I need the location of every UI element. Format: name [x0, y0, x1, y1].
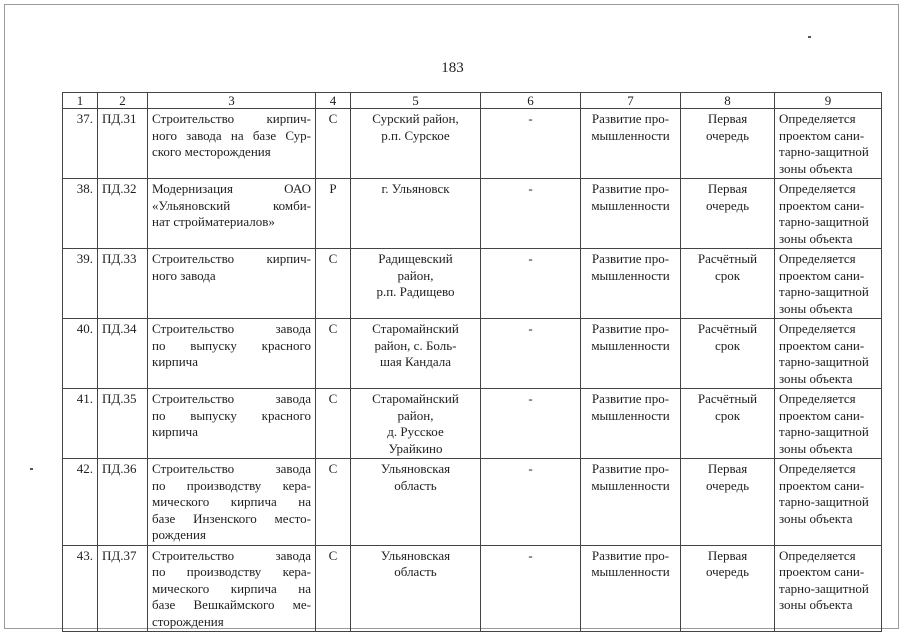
cell-location-line: Старомайнский [372, 391, 459, 406]
cell-col6: - [481, 179, 581, 249]
cell-note-line: Определяется [779, 391, 856, 406]
cell-stage-line: очередь [705, 477, 750, 493]
scan-speck [30, 468, 33, 470]
scan-speck [808, 36, 811, 38]
cell-location [351, 179, 481, 249]
column-header: 7 [581, 93, 681, 109]
cell-location-line: район, [397, 267, 434, 283]
table-row [63, 249, 882, 319]
cell-stage-line: Первая [707, 111, 748, 126]
cell-location-line: район, [397, 407, 434, 423]
cell-note-line: проектом сани- [779, 197, 865, 213]
cell-object-name-line: по производству кера- [152, 564, 311, 579]
cell-note [775, 459, 882, 546]
cell-goal-line: Развитие про- [591, 111, 670, 126]
cell-object-name-line: базе Вешкаймского ме- [152, 597, 311, 612]
cell-location-line: Радищевский [378, 251, 453, 266]
cell-object-name-line: кирпича [152, 424, 198, 439]
cell-note-line: Определяется [779, 321, 856, 336]
cell-location-line: г. Ульяновск [381, 181, 450, 196]
cell-type: С [316, 319, 351, 389]
cell-note-line: Определяется [779, 251, 856, 266]
cell-note-line: тарно-защитной [779, 424, 869, 439]
cell-object-name [148, 179, 316, 249]
cell-note-line: тарно-защитной [779, 214, 869, 229]
cell-location [351, 109, 481, 179]
cell-object-name-line: Модернизация ОАО [152, 181, 311, 196]
cell-stage-line: Первая [707, 181, 748, 196]
cell-object-name-line: Строительство кирпич- [152, 111, 311, 126]
column-header: 4 [316, 93, 351, 109]
cell-note-line: проектом сани- [779, 564, 865, 579]
cell-object-name-line: Строительство завода [152, 321, 311, 336]
cell-number: 42. [63, 459, 98, 546]
cell-stage-line: Расчётный [697, 251, 758, 266]
cell-goal [581, 109, 681, 179]
cell-location-line: шая Кандала [380, 354, 451, 369]
cell-stage-line: Первая [707, 461, 748, 476]
cell-note-line: зоны объекта [779, 370, 853, 386]
cell-goal-line: Развитие про- [591, 547, 670, 563]
cell-note-line: Определяется [779, 461, 856, 476]
cell-location-line: д. Русское [387, 424, 444, 439]
cell-note-line: зоны объекта [779, 300, 853, 316]
cell-object-name-line: ного завода на базе Сур- [152, 127, 311, 143]
cell-col6: - [481, 319, 581, 389]
cell-object-name [148, 319, 316, 389]
cell-goal-line: Развитие про- [591, 251, 670, 266]
cell-stage-line: очередь [705, 564, 750, 579]
cell-object-name-line: Строительство завода [152, 547, 311, 563]
cell-note [775, 249, 882, 319]
cell-object-name [148, 545, 316, 632]
cell-location [351, 545, 481, 632]
cell-code: ПД.35 [98, 389, 148, 459]
cell-goal-line: мышленности [591, 197, 670, 213]
table-row [63, 109, 882, 179]
column-header: 1 [63, 93, 98, 109]
cell-type: С [316, 545, 351, 632]
cell-note-line: зоны объекта [779, 597, 853, 612]
cell-goal-line: мышленности [591, 127, 670, 143]
cell-goal-line: Развитие про- [591, 181, 670, 196]
table-row [63, 179, 882, 249]
cell-number: 41. [63, 389, 98, 459]
cell-stage-line: Первая [707, 547, 748, 563]
cell-note-line: тарно-защитной [779, 354, 869, 369]
cell-stage-line: очередь [705, 197, 750, 213]
cell-location-line: р.п. Сурское [381, 127, 450, 143]
cell-location [351, 459, 481, 546]
column-header: 6 [481, 93, 581, 109]
cell-stage [681, 249, 775, 319]
table-row [63, 459, 882, 546]
cell-col6: - [481, 459, 581, 546]
table-header-row [63, 93, 882, 109]
cell-stage-line: срок [714, 407, 741, 423]
cell-note-line: Определяется [779, 547, 856, 563]
cell-col6: - [481, 389, 581, 459]
cell-goal-line: мышленности [591, 564, 670, 579]
cell-goal [581, 249, 681, 319]
column-header: 3 [148, 93, 316, 109]
cell-object-name-line: «Ульяновский комби- [152, 197, 311, 213]
cell-goal [581, 389, 681, 459]
cell-object-name-line: рождения [152, 527, 206, 542]
table-row [63, 389, 882, 459]
cell-goal [581, 319, 681, 389]
cell-object-name-line: Строительство кирпич- [152, 251, 311, 266]
cell-code: ПД.31 [98, 109, 148, 179]
cell-stage [681, 545, 775, 632]
column-header: 5 [351, 93, 481, 109]
cell-location-line: Ульяновская [380, 461, 451, 476]
cell-note-line: зоны объекта [779, 510, 853, 526]
cell-object-name-line: по выпуску красного [152, 337, 311, 353]
cell-stage-line: срок [714, 267, 741, 283]
cell-note [775, 109, 882, 179]
cell-location [351, 389, 481, 459]
cell-object-name [148, 389, 316, 459]
cell-goal-line: мышленности [591, 337, 670, 353]
cell-stage-line: Расчётный [697, 321, 758, 336]
cell-type: С [316, 249, 351, 319]
cell-location-line: Старомайнский [372, 321, 459, 336]
cell-number: 39. [63, 249, 98, 319]
page-number: 183 [441, 60, 464, 76]
cell-location-line: район, с. Боль- [374, 337, 457, 353]
cell-goal-line: мышленности [591, 407, 670, 423]
cell-note-line: проектом сани- [779, 337, 865, 353]
cell-note-line: проектом сани- [779, 267, 865, 283]
cell-type: Р [316, 179, 351, 249]
cell-note-line: тарно-защитной [779, 580, 869, 596]
cell-location [351, 319, 481, 389]
cell-code: ПД.32 [98, 179, 148, 249]
cell-note-line: проектом сани- [779, 477, 865, 493]
cell-object-name [148, 249, 316, 319]
cell-type: С [316, 459, 351, 546]
cell-location-line: р.п. Радищево [376, 284, 455, 299]
cell-goal-line: мышленности [591, 477, 670, 493]
cell-location-line: область [394, 564, 437, 579]
cell-note-line: тарно-защитной [779, 494, 869, 509]
cell-note-line: проектом сани- [779, 407, 865, 423]
table-row [63, 545, 882, 632]
cell-object-name-line: мического кирпича на [152, 494, 311, 509]
projects-table [62, 92, 882, 632]
cell-goal [581, 179, 681, 249]
cell-stage-line: Расчётный [697, 391, 758, 406]
cell-note-line: Определяется [779, 181, 856, 196]
cell-object-name-line: ного завода [152, 267, 216, 283]
cell-stage-line: очередь [705, 127, 750, 143]
cell-note-line: зоны объекта [779, 440, 853, 456]
cell-code: ПД.33 [98, 249, 148, 319]
cell-goal-line: Развитие про- [591, 321, 670, 336]
cell-note-line: тарно-защитной [779, 144, 869, 159]
cell-object-name-line: мического кирпича на [152, 580, 311, 596]
cell-col6: - [481, 109, 581, 179]
cell-type: С [316, 109, 351, 179]
cell-object-name-line: базе Инзенского место- [152, 510, 311, 526]
cell-object-name-line: Строительство завода [152, 391, 311, 406]
cell-object-name-line: сторождения [152, 613, 224, 629]
cell-number: 40. [63, 319, 98, 389]
cell-location-line: Сурский район, [372, 111, 459, 126]
cell-number: 37. [63, 109, 98, 179]
cell-note-line: проектом сани- [779, 127, 865, 143]
cell-note [775, 179, 882, 249]
column-header: 2 [98, 93, 148, 109]
cell-note-line: тарно-защитной [779, 284, 869, 299]
column-header: 8 [681, 93, 775, 109]
cell-code: ПД.36 [98, 459, 148, 546]
cell-note-line: зоны объекта [779, 160, 853, 176]
cell-stage [681, 389, 775, 459]
column-header: 9 [775, 93, 882, 109]
cell-goal-line: Развитие про- [591, 461, 670, 476]
cell-number: 43. [63, 545, 98, 632]
cell-note-line: зоны объекта [779, 230, 853, 246]
cell-location-line: Урайкино [388, 440, 443, 456]
cell-note [775, 389, 882, 459]
cell-goal [581, 459, 681, 546]
cell-number: 38. [63, 179, 98, 249]
cell-object-name-line: по производству кера- [152, 477, 311, 493]
cell-location [351, 249, 481, 319]
cell-note-line: Определяется [779, 111, 856, 126]
cell-goal [581, 545, 681, 632]
cell-code: ПД.34 [98, 319, 148, 389]
cell-stage [681, 179, 775, 249]
cell-object-name-line: кирпича [152, 354, 198, 369]
cell-object-name-line: Строительство завода [152, 461, 311, 476]
cell-object-name [148, 459, 316, 546]
cell-goal-line: Развитие про- [591, 391, 670, 406]
cell-location-line: область [394, 477, 437, 493]
cell-stage [681, 459, 775, 546]
cell-object-name-line: ского месторождения [152, 144, 271, 159]
cell-object-name-line: нат стройматериалов» [152, 214, 275, 229]
cell-stage [681, 109, 775, 179]
cell-col6: - [481, 545, 581, 632]
table-row [63, 319, 882, 389]
cell-location-line: Ульяновская [380, 547, 451, 563]
cell-goal-line: мышленности [591, 267, 670, 283]
cell-stage [681, 319, 775, 389]
cell-col6: - [481, 249, 581, 319]
cell-stage-line: срок [714, 337, 741, 353]
cell-object-name [148, 109, 316, 179]
cell-type: С [316, 389, 351, 459]
cell-note [775, 545, 882, 632]
cell-object-name-line: по выпуску красного [152, 407, 311, 423]
cell-note [775, 319, 882, 389]
cell-code: ПД.37 [98, 545, 148, 632]
